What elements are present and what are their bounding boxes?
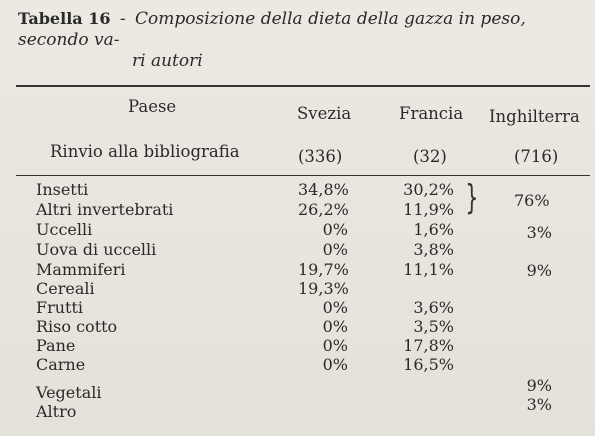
value-france: 30,2%: [403, 180, 454, 199]
food-category: Riso cotto: [36, 317, 118, 336]
table-row: [0, 355, 595, 375]
table-row: [0, 200, 595, 220]
food-category: Altro: [36, 402, 77, 421]
bibliography-label: Rinvio alla bibliografia: [50, 142, 240, 161]
food-category: Uova di uccelli: [36, 240, 157, 259]
value-sweden: 26,2%: [298, 200, 349, 219]
value-england: 9%: [526, 376, 552, 395]
ref-england: (716): [514, 147, 559, 166]
value-sweden: 0%: [322, 317, 348, 336]
value-england: 3%: [526, 395, 552, 414]
caption-title-line1: Composizione della dieta della gazza in peso, secondo va-: [18, 9, 526, 50]
grouping-brace: }: [465, 178, 479, 218]
table-row: [0, 376, 595, 403]
table-row: [0, 279, 595, 299]
value-sweden: 0%: [322, 355, 348, 374]
value-france: 11,9%: [403, 200, 454, 219]
table-row: [0, 220, 595, 240]
value-sweden: 0%: [322, 220, 348, 239]
value-france: 17,8%: [403, 336, 454, 355]
value-sweden: 19,7%: [298, 260, 349, 279]
food-category: Vegetali: [36, 383, 102, 402]
header-rule: [16, 175, 590, 176]
table-row: [0, 240, 595, 260]
value-sweden: 0%: [322, 336, 348, 355]
value-sweden: 0%: [322, 240, 348, 259]
value-france: 16,5%: [403, 355, 454, 374]
header-sweden: Svezia: [297, 104, 352, 123]
value-france: 1,6%: [413, 220, 454, 239]
value-france: 3,6%: [413, 298, 454, 317]
food-category: Uccelli: [36, 220, 93, 239]
table-row: [0, 180, 595, 200]
table-row: [0, 298, 595, 318]
table-row: [0, 336, 595, 356]
value-sweden: 34,8%: [298, 180, 349, 199]
table-row: [0, 317, 595, 337]
food-category: Altri invertebrati: [36, 200, 174, 219]
caption-title-line2: ri autori: [132, 51, 203, 71]
value-england: 3%: [526, 223, 552, 242]
food-category: Cereali: [36, 279, 95, 298]
table-row: [0, 395, 595, 422]
header-france: Francia: [399, 104, 464, 123]
top-rule: [16, 85, 590, 87]
header-england: Inghilterra: [489, 107, 580, 126]
value-france: 3,5%: [413, 317, 454, 336]
header-country: Paese: [128, 97, 177, 116]
value-england: 9%: [526, 261, 552, 280]
value-sweden: 0%: [322, 298, 348, 317]
value-sweden: 19,3%: [298, 279, 349, 298]
grouped-value-england: 76%: [514, 191, 550, 210]
caption-separator: -: [119, 9, 126, 29]
food-category: Carne: [36, 355, 86, 374]
food-category: Mammiferi: [36, 260, 126, 279]
food-category: Pane: [36, 336, 76, 355]
value-france: 11,1%: [403, 260, 454, 279]
food-category: Insetti: [36, 180, 89, 199]
table-number: Tabella 16: [18, 9, 111, 28]
table-caption: [18, 8, 588, 72]
ref-sweden: (336): [298, 147, 343, 166]
table-row: [0, 260, 595, 280]
ref-france: (32): [413, 147, 447, 166]
food-category: Frutti: [36, 298, 84, 317]
value-france: 3,8%: [413, 240, 454, 259]
